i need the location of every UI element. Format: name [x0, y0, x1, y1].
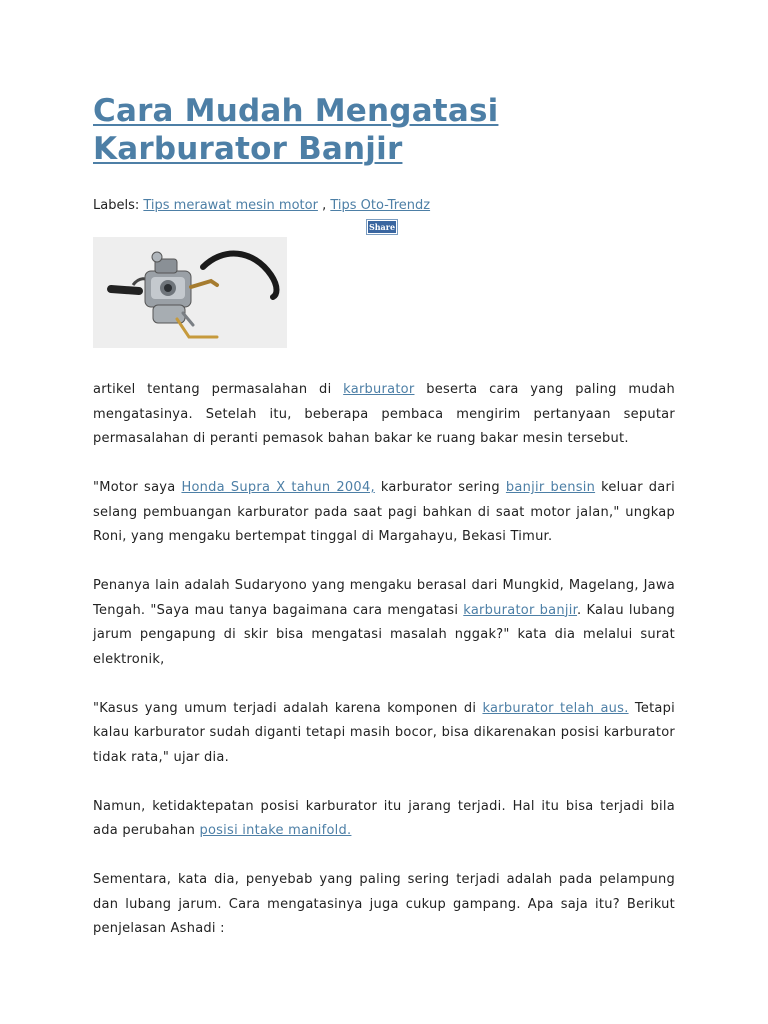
paragraph-text: karburator sering	[374, 480, 506, 495]
paragraph-3	[93, 574, 675, 672]
post-title-line-2[interactable]: Karburator Banjir	[93, 131, 403, 167]
paragraph-text: . Kalau lubang jarum pengapung di skir bisa mengatasi masalah nggak?" kata dia melalui surat elektronik,	[93, 602, 675, 667]
label-link-tips-oto-trendz[interactable]: Tips Oto-Trendz	[330, 198, 431, 213]
link-karburator-banjir[interactable]: karburator banjir	[463, 602, 578, 618]
post-title-line-1[interactable]: Cara Mudah Mengatasi	[93, 93, 499, 129]
link-karburator-telah-aus[interactable]: karburator telah aus.	[482, 700, 629, 716]
labels-prefix: Labels:	[93, 198, 140, 213]
paragraph-text: Sementara, kata dia, penyebab yang paling sering terjadi adalah pada pelampung dan lubang jarum. Cara mengatasinya juga cukup gampang. Apa saja itu? Berikut penjelasan Ashadi :	[93, 872, 675, 936]
paragraph-4	[93, 697, 675, 771]
paragraph-text: Penanya lain adalah Sudaryono yang mengaku berasal dari Mungkid, Magelang, Jawa Tengah. "Saya mau tanya bagaimana cara mengatasi	[93, 578, 675, 618]
paragraph-text: Namun, ketidaktepatan posisi karburator itu jarang terjadi. Hal itu bisa terjadi bila ada perubahan	[93, 798, 675, 838]
paragraph-text: "Motor saya	[93, 480, 182, 495]
link-karburator[interactable]: karburator	[343, 382, 415, 397]
paragraph-5	[93, 795, 675, 844]
post-title[interactable]	[93, 92, 675, 168]
link-honda-supra-x[interactable]: Honda Supra X tahun 2004,	[181, 480, 375, 495]
post-labels	[93, 197, 675, 215]
link-banjir-bensin[interactable]: banjir bensin	[505, 480, 596, 495]
link-posisi-intake-manifold[interactable]: posisi intake manifold.	[199, 823, 352, 838]
labels-separator: ,	[322, 198, 327, 213]
share-button[interactable]	[366, 219, 398, 235]
carburetor-illustration	[93, 237, 287, 348]
paragraph-1	[93, 378, 675, 452]
paragraph-text: keluar dari selang pembuangan karburator pada saat pagi bahkan di saat motor jalan," ungkap Roni, yang mengaku bertempat tinggal di Margahayu, Bekasi Timur.	[93, 480, 675, 544]
paragraph-text: artikel tentang permasalahan di	[93, 382, 344, 397]
paragraph-text: "Kasus yang umum terjadi adalah karena komponen di	[93, 700, 483, 716]
article-body	[93, 378, 675, 942]
label-link-tips-merawat[interactable]: Tips merawat mesin motor	[143, 198, 318, 213]
paragraph-text: Tetapi kalau karburator sudah diganti tetapi masih bocor, bisa dikarenakan posisi karburator tidak rata," ujar dia.	[93, 700, 675, 765]
post-content	[93, 92, 675, 966]
carburetor-image	[93, 237, 287, 348]
paragraph-2	[93, 476, 675, 550]
paragraph-text: beserta cara yang paling mudah mengatasinya. Setelah itu, beberapa pembaca mengirim pertanyaan seputar permasalahan di peranti pemasok bahan bakar ke ruang bakar mesin tersebut.	[93, 382, 675, 446]
share-button-label[interactable]: Share	[368, 222, 396, 232]
paragraph-6	[93, 868, 675, 942]
